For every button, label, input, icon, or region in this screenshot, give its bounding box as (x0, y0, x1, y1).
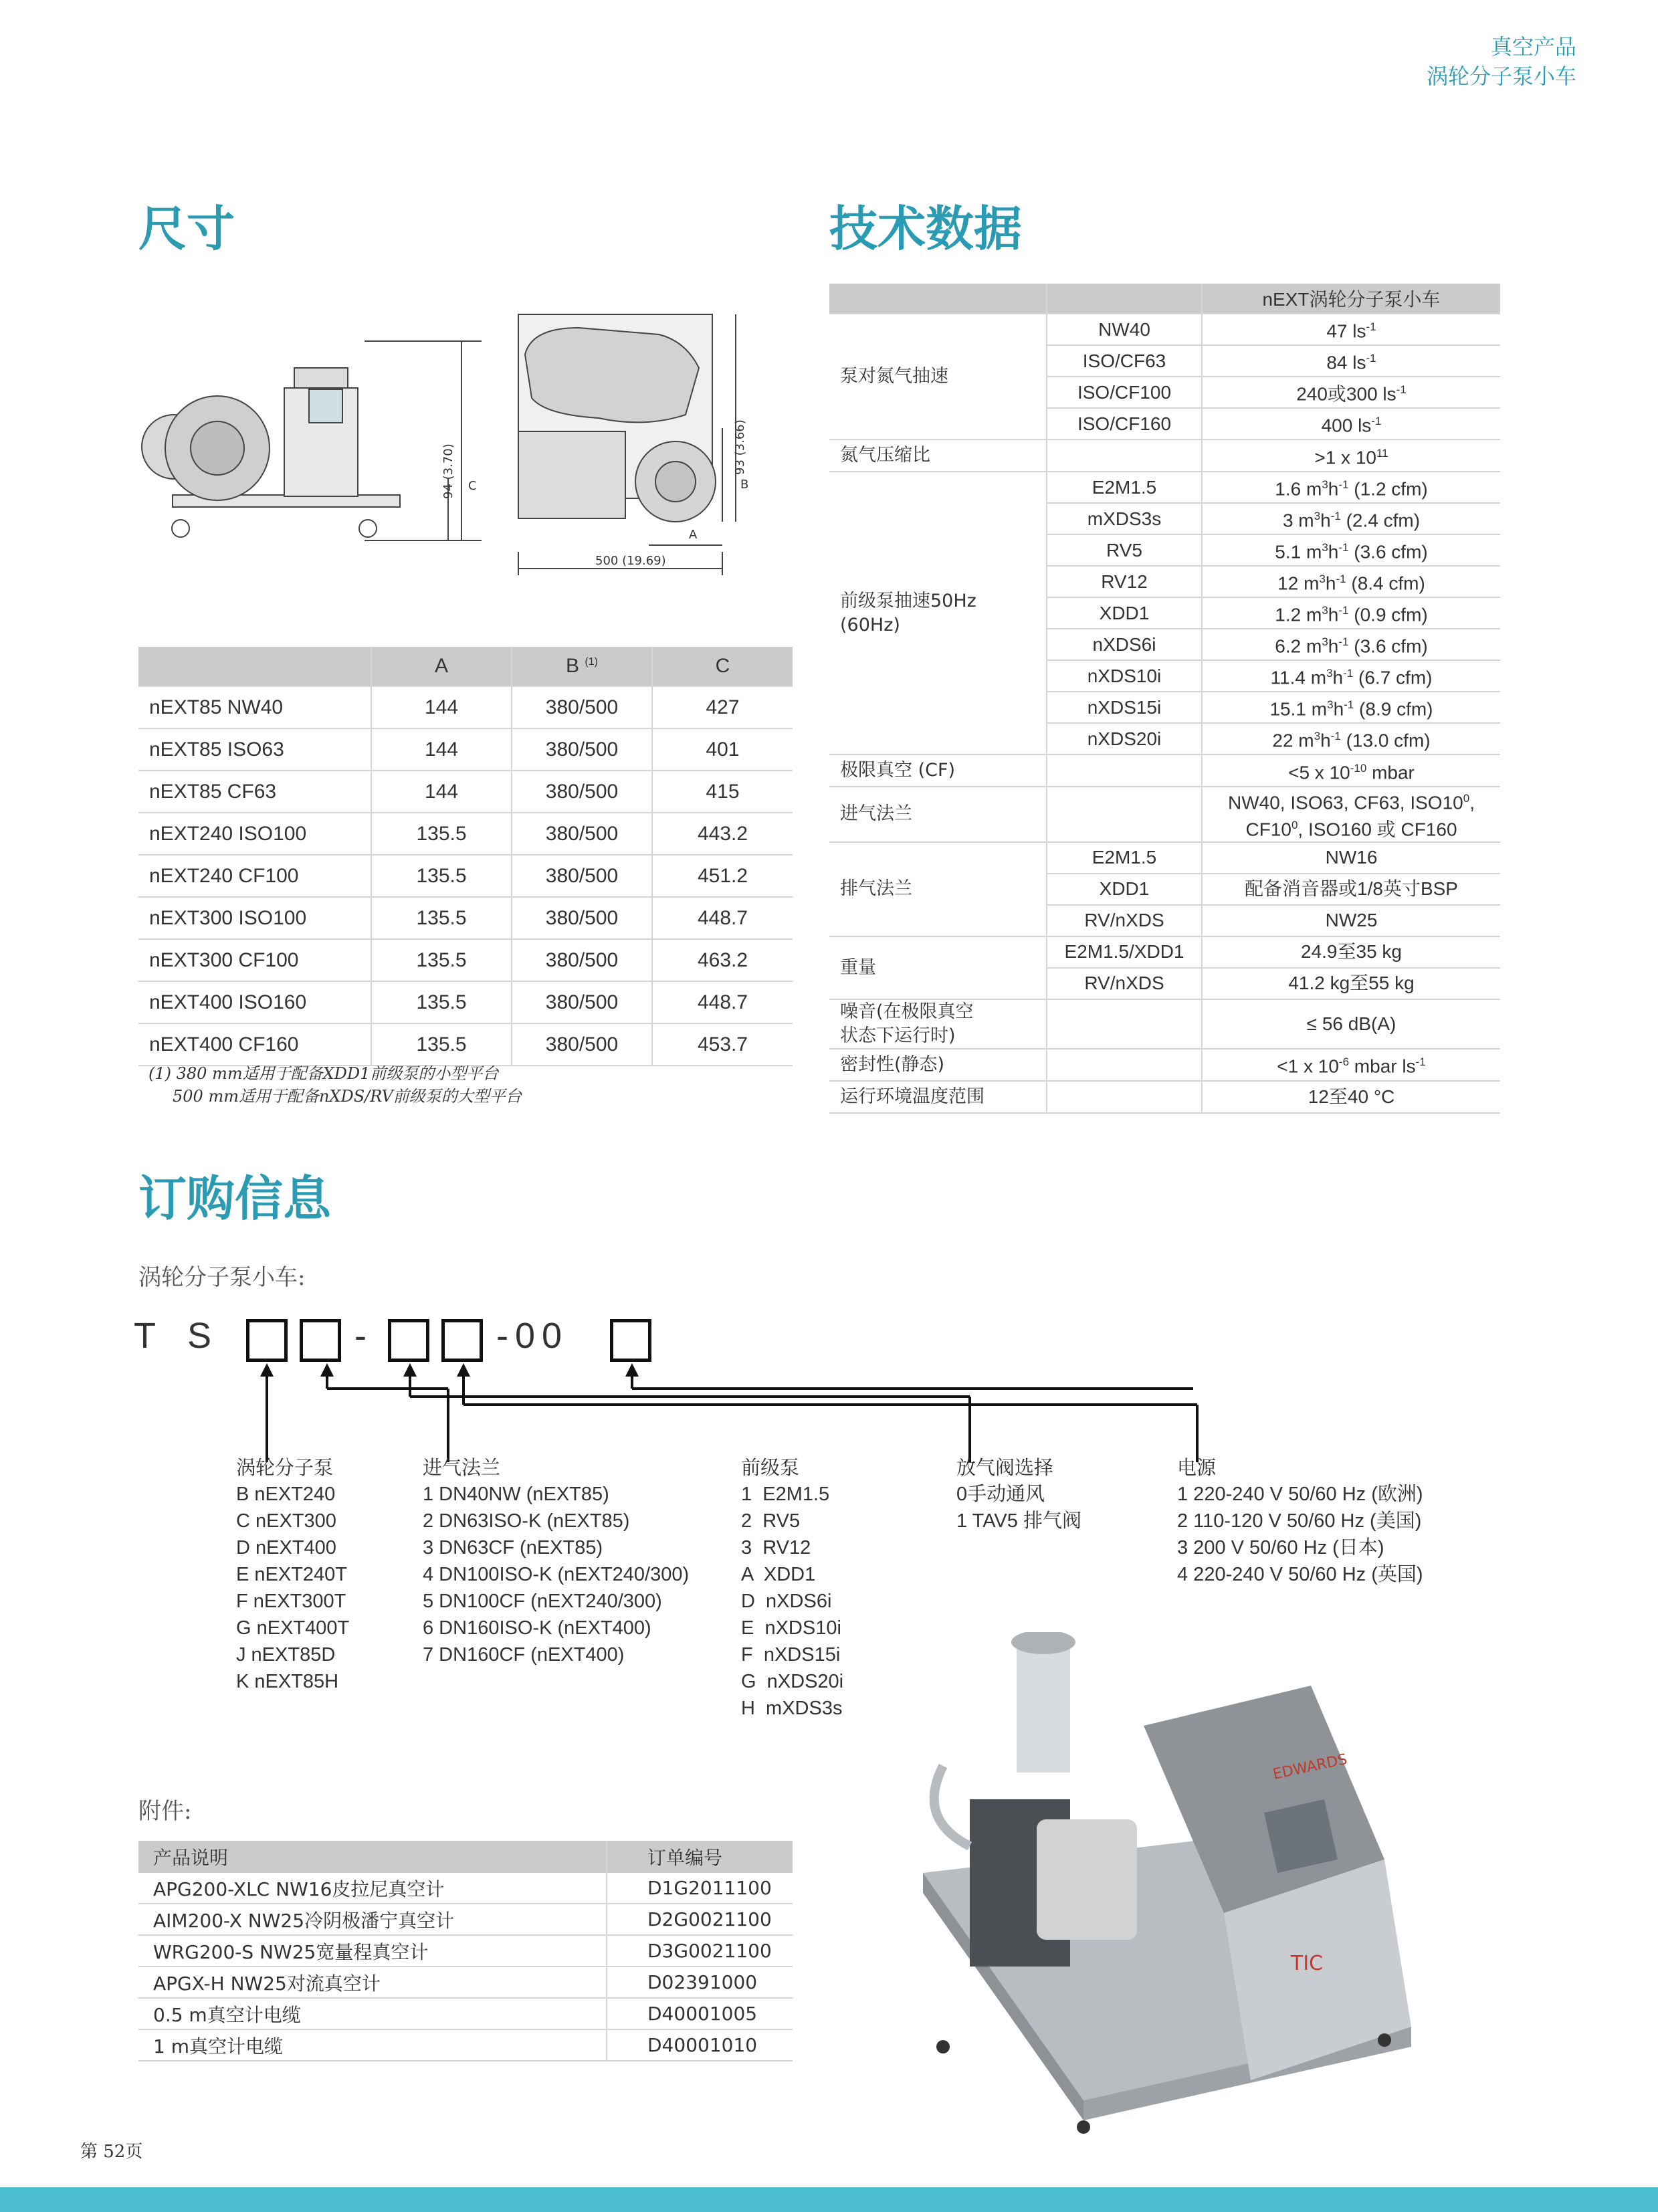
order-code-s: S (187, 1316, 212, 1356)
tech-row-sub: nXDS6i (1047, 629, 1202, 660)
accessory-description: APG200-XLC NW16皮拉尼真空计 (138, 1873, 607, 1904)
order-option: 1 DN40NW (nEXT85) (423, 1484, 609, 1505)
dim-cell: 135.5 (371, 897, 512, 939)
tech-row-sub (1047, 787, 1202, 842)
tech-row-sub: NW40 (1047, 314, 1202, 345)
tech-row-value: 400 $ls^{-1}$ (1202, 408, 1500, 439)
controller-screen (1264, 1799, 1338, 1873)
order-option: 4 220-240 V 50/60 Hz (英国) (1177, 1564, 1423, 1585)
brand-label: EDWARDS (1271, 1750, 1349, 1783)
accessory-row (138, 2029, 793, 2061)
order-option: 6 DN160ISO-K (nEXT400) (423, 1617, 651, 1639)
tech-row-sub: E2M1.5 (1047, 472, 1202, 503)
product-photo (916, 1632, 1425, 2154)
tech-row-value: 3 $m^3h^{-1}$ (2.4 cfm) (1202, 503, 1500, 534)
tech-row-label: 重量 (829, 936, 1047, 999)
order-option: H mXDS3s (741, 1698, 843, 1719)
tech-row-value: <5 x $10^{-10}$ mbar (1202, 755, 1500, 787)
dim-cell: 144 (371, 728, 512, 771)
dim-cell: 451.2 (652, 855, 793, 897)
unit-exponent: -10 (1350, 761, 1367, 775)
dimensions-note (148, 1062, 522, 1108)
order-option: A XDD1 (741, 1564, 816, 1585)
dim-cell: nEXT85 CF63 (138, 771, 371, 813)
dimensions-row (138, 939, 793, 981)
tech-row-value: <1 x $10^{-6}$ mbar $ls^{-1}$ (1202, 1049, 1500, 1081)
tech-row-sub: RV/nXDS (1047, 905, 1202, 936)
order-option: 0手动通风 (956, 1484, 1045, 1505)
dim-cell: 448.7 (652, 897, 793, 939)
order-col-vent (956, 1454, 1081, 1534)
order-col-backing-items (741, 1481, 843, 1722)
tech-row (829, 787, 1500, 842)
dim-cell: 427 (652, 686, 793, 728)
order-option: 1 220-240 V 50/60 Hz (欧洲) (1177, 1484, 1423, 1505)
order-box-power (610, 1319, 651, 1362)
order-option: 5 DN100CF (nEXT240/300) (423, 1591, 662, 1612)
tech-row-sub (1047, 1081, 1202, 1113)
order-option: 3 RV12 (741, 1537, 811, 1559)
accessory-row (138, 1998, 793, 2029)
tech-row-sub: ISO/CF63 (1047, 345, 1202, 377)
unit-exponent: -1 (1343, 667, 1354, 680)
dim-cell: 463.2 (652, 939, 793, 981)
tech-row (829, 936, 1500, 968)
unit-exponent: 3 (1314, 730, 1321, 743)
dim-cell: 144 (371, 771, 512, 813)
dim-cell: nEXT85 ISO63 (138, 728, 371, 771)
tech-row (829, 755, 1500, 787)
unit-exponent: 3 (1319, 573, 1326, 586)
dim-cell: nEXT240 ISO100 (138, 813, 371, 855)
dimensions-title: 尺寸 (138, 200, 235, 257)
dim-header-model (138, 647, 371, 686)
dim-cell: 380/500 (512, 855, 652, 897)
order-col-power-items (1177, 1481, 1423, 1588)
tech-row-value: NW40, ISO63, CF63, $ISO10^0$, $CF10^0$, ISO160 或 CF160 (1202, 787, 1500, 842)
accessories-table (138, 1841, 793, 2062)
dim-cell: 380/500 (512, 686, 652, 728)
order-code-arrows (227, 1362, 1217, 1462)
dimensions-table-header (138, 647, 793, 686)
order-option: 2 110-120 V 50/60 Hz (美国) (1177, 1510, 1422, 1532)
tech-row-value: 22 $m^3h^{-1}$ (13.0 cfm) (1202, 723, 1500, 755)
dim-header-b-label: B (566, 655, 580, 677)
tech-row-value: 47 $ls^{-1}$ (1202, 314, 1500, 345)
dimension-drawings (134, 281, 749, 582)
tech-title: 技术数据 (829, 200, 1023, 257)
dim-cell: 443.2 (652, 813, 793, 855)
order-col-pump-title: 涡轮分子泵 (236, 1456, 334, 1479)
tech-row (829, 1049, 1500, 1081)
unit-exponent: -1 (1415, 1055, 1426, 1069)
tech-row-label: 前级泵抽速50Hz (60Hz) (829, 472, 1047, 755)
unit-exponent: -1 (1338, 478, 1349, 492)
dim-a-label: A (689, 528, 698, 542)
tech-row-label: 进气法兰 (829, 787, 1047, 842)
unit-exponent: 3 (1322, 635, 1328, 649)
order-option: 2 DN63ISO-K (nEXT85) (423, 1510, 630, 1532)
tech-row-value: 6.2 $m^3h^{-1}$ (3.6 cfm) (1202, 629, 1500, 660)
tech-row-sub: ISO/CF100 (1047, 377, 1202, 408)
tech-header-label: nEXT涡轮分子泵小车 (1202, 284, 1500, 314)
dim-header-c: C (652, 647, 793, 686)
tech-table-header (829, 284, 1500, 314)
dim-cell: 380/500 (512, 771, 652, 813)
order-col-flange-title: 进气法兰 (423, 1456, 501, 1479)
order-col-backing-title: 前级泵 (741, 1456, 800, 1479)
tech-row-sub: RV12 (1047, 566, 1202, 597)
order-code-dash: - (354, 1316, 367, 1356)
dim-cell: 135.5 (371, 939, 512, 981)
tech-row-value: 12 $m^3h^{-1}$ (8.4 cfm) (1202, 566, 1500, 597)
accessory-description: WRG200-S NW25宽量程真空计 (138, 1935, 607, 1967)
order-option: K nEXT85H (236, 1671, 339, 1692)
arrow-head-1 (260, 1363, 274, 1377)
order-option: 3 200 V 50/60 Hz (日本) (1177, 1537, 1384, 1559)
dim-cell: 415 (652, 771, 793, 813)
order-option: 1 TAV5 排气阀 (956, 1510, 1081, 1532)
tech-row-sub: RV/nXDS (1047, 968, 1202, 999)
dimensions-table (138, 647, 793, 1066)
order-col-flange (423, 1454, 689, 1668)
dim-cell: 380/500 (512, 728, 652, 771)
dimensions-row (138, 686, 793, 728)
dimensions-note-1: (1) 380 mm适用于配备XDD1前级泵的小型平台 (148, 1064, 499, 1083)
tech-row-value: ≤ 56 dB(A) (1202, 999, 1500, 1049)
tech-row-sub: E2M1.5/XDD1 (1047, 936, 1202, 968)
accessory-description: 1 m真空计电缆 (138, 2029, 607, 2061)
unit-exponent: 0 (1463, 792, 1470, 805)
dim-b-label: B (740, 478, 749, 492)
order-option: D nEXT400 (236, 1537, 336, 1559)
dimensions-row (138, 813, 793, 855)
tech-header-blank-2 (1047, 284, 1202, 314)
order-option: 4 DN100ISO-K (nEXT240/300) (423, 1564, 690, 1585)
tech-row-value: 1.2 $m^3h^{-1}$ (0.9 cfm) (1202, 597, 1500, 629)
order-col-backing (741, 1454, 843, 1722)
order-box-backing (441, 1319, 483, 1362)
footer-band (0, 2187, 1658, 2212)
tech-row-sub: nXDS20i (1047, 723, 1202, 755)
dim-cell: nEXT85 NW40 (138, 686, 371, 728)
order-option: F nEXT300T (236, 1591, 346, 1612)
order-box-flange (388, 1319, 429, 1362)
dimensions-row (138, 1023, 793, 1066)
dim-cell: 453.7 (652, 1023, 793, 1066)
tech-row-sub (1047, 1049, 1202, 1081)
dimensions-row (138, 728, 793, 771)
unit-exponent: -1 (1338, 635, 1349, 649)
unit-exponent: 3 (1322, 541, 1328, 555)
dimensions-row (138, 897, 793, 939)
dim-cell: 135.5 (371, 981, 512, 1023)
accessory-description: APGX-H NW25对流真空计 (138, 1967, 607, 1998)
tech-row (829, 314, 1500, 345)
accessory-description: 0.5 m真空计电缆 (138, 1998, 607, 2029)
tech-row-sub: E2M1.5 (1047, 842, 1202, 874)
tech-row-value: 配备消音器或1/8英寸BSP (1202, 874, 1500, 905)
dim-c-label: C (468, 479, 477, 493)
order-option: D nXDS6i (741, 1591, 832, 1612)
dim-cell: 135.5 (371, 855, 512, 897)
acc-header-order: 订单编号 (607, 1841, 793, 1873)
tech-row (829, 439, 1500, 472)
tech-row-label: 泵对氮气抽速 (829, 314, 1047, 439)
dim-cell: nEXT400 ISO160 (138, 981, 371, 1023)
dim-cell: 380/500 (512, 1023, 652, 1066)
dim-cell: nEXT400 CF160 (138, 1023, 371, 1066)
tech-row (829, 999, 1500, 1049)
order-code-t: T (134, 1316, 159, 1356)
dim-header-b (512, 647, 652, 686)
tech-row-value: 1.6 $m^3h^{-1}$ (1.2 cfm) (1202, 472, 1500, 503)
unit-exponent: -1 (1366, 352, 1376, 365)
arrow-head-5 (625, 1363, 639, 1377)
unit-exponent: 3 (1322, 478, 1328, 492)
accessory-description: AIM200-X NW25冷阴极潘宁真空计 (138, 1904, 607, 1935)
order-col-power-title: 电源 (1177, 1456, 1217, 1479)
tech-row-sub: RV5 (1047, 534, 1202, 566)
dim-94-label: 94 (3.70) (441, 443, 455, 499)
dim-cell: 380/500 (512, 897, 652, 939)
dim-cell: nEXT300 CF100 (138, 939, 371, 981)
tech-row-sub: XDD1 (1047, 874, 1202, 905)
accessory-order-number: D40001010 (607, 2029, 793, 2061)
section-header (1427, 32, 1576, 91)
dim-header-b-note: (1) (585, 656, 598, 668)
page-number: 第 52页 (80, 2142, 143, 2162)
tech-row-value: 11.4 $m^3h^{-1}$ (6.7 cfm) (1202, 660, 1500, 692)
order-box-pump (246, 1319, 288, 1362)
unit-exponent: -1 (1371, 415, 1382, 428)
order-option: E nXDS10i (741, 1617, 841, 1639)
order-col-flange-items (423, 1481, 689, 1668)
tech-header-blank-1 (829, 284, 1047, 314)
dimensions-row (138, 855, 793, 897)
dim-cell: nEXT240 CF100 (138, 855, 371, 897)
dimensions-note-2: 500 mm适用于配备nXDS/RV前级泵的大型平台 (173, 1087, 522, 1106)
tech-row-sub (1047, 439, 1202, 472)
dim-500-label: 500 (19.69) (595, 554, 666, 568)
tech-row-sub: mXDS3s (1047, 503, 1202, 534)
turbo-pump (1017, 1639, 1070, 1773)
order-option: J nEXT85D (236, 1644, 336, 1666)
dim-cell: 448.7 (652, 981, 793, 1023)
unit-exponent: 3 (1326, 667, 1333, 680)
order-option: 2 RV5 (741, 1510, 801, 1532)
unit-exponent: 11 (1376, 446, 1388, 460)
order-option: G nEXT400T (236, 1617, 350, 1639)
acc-header-desc: 产品说明 (138, 1841, 607, 1873)
order-option: E nEXT240T (236, 1564, 348, 1585)
tech-row-sub: nXDS15i (1047, 692, 1202, 723)
tech-row-sub (1047, 755, 1202, 787)
order-option: 1 E2M1.5 (741, 1484, 830, 1505)
order-option: F nXDS15i (741, 1644, 841, 1666)
dim-header-a: A (371, 647, 512, 686)
accessory-row (138, 1967, 793, 1998)
tech-row (829, 472, 1500, 503)
unit-exponent: 3 (1314, 510, 1321, 523)
tech-row-label: 氮气压缩比 (829, 439, 1047, 472)
unit-exponent: -1 (1330, 730, 1341, 743)
order-option: C nEXT300 (236, 1510, 336, 1532)
unit-exponent: 3 (1322, 604, 1328, 617)
dim-cell: 144 (371, 686, 512, 728)
tech-row-value: 15.1 $m^3h^{-1}$ (8.9 cfm) (1202, 692, 1500, 723)
unit-exponent: -1 (1366, 320, 1376, 334)
unit-exponent: -1 (1344, 698, 1354, 712)
order-col-power (1177, 1454, 1423, 1588)
ordering-subtitle: 涡轮分子泵小车: (138, 1264, 306, 1291)
tech-row-value: NW16 (1202, 842, 1500, 874)
tech-row-value: 24.9至35 kg (1202, 936, 1500, 968)
arrow-head-2 (320, 1363, 334, 1377)
order-box-pump-2 (300, 1319, 341, 1362)
tech-row-value: 5.1 $m^3h^{-1}$ (3.6 cfm) (1202, 534, 1500, 566)
tech-row (829, 1081, 1500, 1113)
dim-93-label: 93 (3.66) (733, 419, 747, 475)
order-col-vent-items (956, 1481, 1081, 1534)
accessory-row (138, 1904, 793, 1935)
unit-exponent: -1 (1396, 383, 1407, 397)
ordering-title: 订购信息 (138, 1170, 332, 1227)
accessory-order-number: D40001005 (607, 1998, 793, 2029)
unit-exponent: -1 (1336, 573, 1346, 586)
order-option: G nXDS20i (741, 1671, 844, 1692)
header-line-1: 真空产品 (1490, 34, 1576, 60)
arrow-head-4 (457, 1363, 470, 1377)
dimensions-row (138, 981, 793, 1023)
order-code-zero: -00 (496, 1316, 569, 1356)
order-col-pump-items (236, 1481, 349, 1695)
dim-cell: 401 (652, 728, 793, 771)
accessories-header (138, 1841, 793, 1873)
accessory-order-number: D02391000 (607, 1967, 793, 1998)
tech-row-sub (1047, 999, 1202, 1049)
tech-row-label: 排气法兰 (829, 842, 1047, 936)
dimensions-row (138, 771, 793, 813)
unit-exponent: -1 (1338, 541, 1349, 555)
unit-exponent: -1 (1330, 510, 1341, 523)
tech-row-sub: nXDS10i (1047, 660, 1202, 692)
accessory-order-number: D3G0021100 (607, 1935, 793, 1967)
accessory-order-number: D1G2011100 (607, 1873, 793, 1904)
tech-row-sub: XDD1 (1047, 597, 1202, 629)
order-option: B nEXT240 (236, 1484, 336, 1505)
tech-row-label: 密封性(静态) (829, 1049, 1047, 1081)
tech-row-value: >1 x $10^{11}$ (1202, 439, 1500, 472)
dim-cell: nEXT300 ISO100 (138, 897, 371, 939)
tech-row-label: 噪音(在极限真空 状态下运行时) (829, 999, 1047, 1049)
unit-exponent: 0 (1291, 819, 1298, 832)
tech-row-value: 41.2 kg至55 kg (1202, 968, 1500, 999)
dim-cell: 380/500 (512, 939, 652, 981)
dim-cell: 380/500 (512, 981, 652, 1023)
accessory-row (138, 1873, 793, 1904)
tech-row-value: 12至40 °C (1202, 1081, 1500, 1113)
tech-row-sub: ISO/CF160 (1047, 408, 1202, 439)
dim-cell: 135.5 (371, 813, 512, 855)
controller-label: TIC (1291, 1952, 1324, 1975)
dim-cell: 135.5 (371, 1023, 512, 1066)
unit-exponent: -6 (1338, 1055, 1350, 1069)
order-col-vent-title: 放气阀选择 (956, 1456, 1054, 1479)
accessory-order-number: D2G0021100 (607, 1904, 793, 1935)
tech-row-label: 极限真空 (CF) (829, 755, 1047, 787)
accessory-row (138, 1935, 793, 1967)
unit-exponent: -1 (1338, 604, 1349, 617)
order-option: 7 DN160CF (nEXT400) (423, 1644, 625, 1666)
tech-row-value: NW25 (1202, 905, 1500, 936)
unit-exponent: 3 (1327, 698, 1334, 712)
tech-row (829, 842, 1500, 874)
order-col-pump (236, 1454, 349, 1695)
accessories-title: 附件: (138, 1798, 192, 1825)
tech-row-value: 240或300 $ls^{-1}$ (1202, 377, 1500, 408)
tech-row-label: 运行环境温度范围 (829, 1081, 1047, 1113)
order-option: 3 DN63CF (nEXT85) (423, 1537, 603, 1559)
tech-row-value: 84 $ls^{-1}$ (1202, 345, 1500, 377)
tech-table (829, 284, 1500, 1114)
header-line-2: 涡轮分子泵小车 (1426, 64, 1576, 89)
arrow-head-3 (403, 1363, 417, 1377)
dim-cell: 380/500 (512, 813, 652, 855)
